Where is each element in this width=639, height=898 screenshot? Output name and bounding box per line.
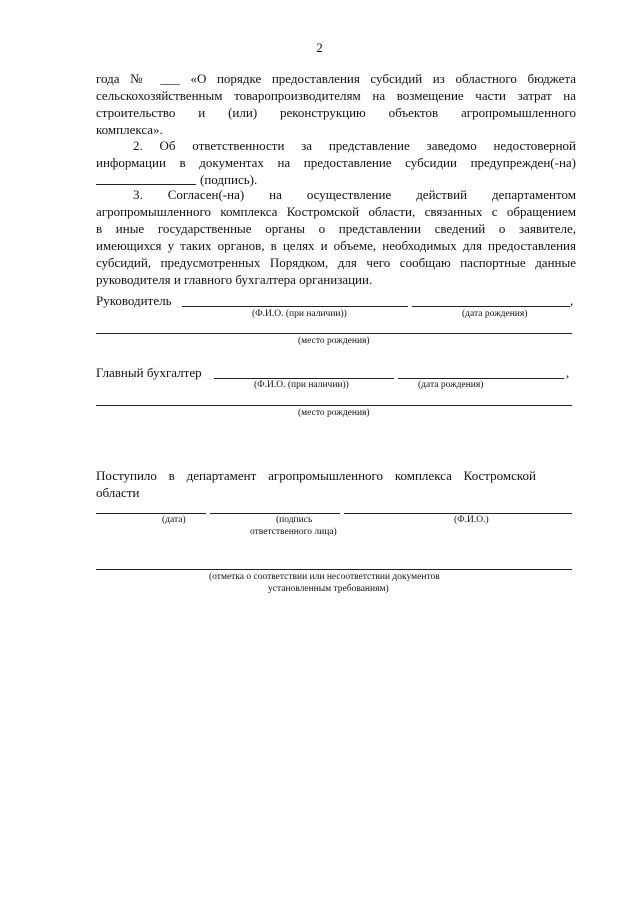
head-comma: , bbox=[570, 293, 574, 308]
accountant-comma: , bbox=[566, 365, 570, 380]
paragraph1-line1: года № ___ «О порядке предоставления субсидий из областного бюджета bbox=[96, 71, 576, 86]
paragraph3-line5: субсидий, предусмотренных Порядком, для чего сообщаю паспортные данные bbox=[96, 255, 576, 270]
head-caption-name: (Ф.И.О. (при наличии)) bbox=[252, 309, 347, 319]
received-name-field[interactable] bbox=[344, 513, 572, 514]
received-signature-field[interactable] bbox=[210, 513, 340, 514]
compliance-caption-2: установленным требованиям) bbox=[268, 584, 389, 594]
paragraph2-line3: (подпись). bbox=[200, 172, 258, 187]
head-caption-birthdate: (дата рождения) bbox=[462, 309, 528, 319]
paragraph3-line4: имеющихся у таких органов, в целях и объеме, необходимых для предоставления bbox=[96, 238, 576, 253]
received-caption-date: (дата) bbox=[162, 515, 186, 525]
paragraph2-line1: 2. Об ответственности за представление заведомо недостоверной bbox=[133, 138, 576, 153]
head-birthplace-field[interactable] bbox=[96, 333, 572, 334]
received-line1: Поступило в департамент агропромышленного комплекса Костромской bbox=[96, 468, 536, 483]
accountant-birthdate-field[interactable] bbox=[398, 378, 564, 379]
accountant-birthplace-field[interactable] bbox=[96, 405, 572, 406]
head-caption-birthplace: (место рождения) bbox=[298, 336, 370, 346]
paragraph3-line1: 3. Согласен(-на) на осуществление действий департаментом bbox=[133, 187, 576, 202]
paragraph1-line4: комплекса». bbox=[96, 122, 163, 137]
paragraph3-line2: агропромышленного комплекса Костромской области, связанных с обращением bbox=[96, 204, 576, 219]
compliance-field[interactable] bbox=[96, 569, 572, 570]
paragraph3-line6: руководителя и главного бухгалтера организации. bbox=[96, 272, 373, 287]
received-line2: области bbox=[96, 485, 140, 500]
page-number: 2 bbox=[316, 40, 323, 55]
accountant-caption-birthplace: (место рождения) bbox=[298, 408, 370, 418]
received-date-field[interactable] bbox=[96, 513, 206, 514]
paragraph2-line2: информации в документах на предоставление субсидии предупрежден(-на) bbox=[96, 155, 576, 170]
accountant-caption-name: (Ф.И.О. (при наличии)) bbox=[254, 380, 349, 390]
received-caption-name: (Ф.И.О.) bbox=[454, 515, 489, 525]
accountant-caption-birthdate: (дата рождения) bbox=[418, 380, 484, 390]
head-label: Руководитель bbox=[96, 293, 172, 308]
paragraph3-line3: в иные государственные органы о представлении сведений о заявителе, bbox=[96, 221, 576, 236]
compliance-caption-1: (отметка о соответствии или несоответствии документов bbox=[209, 572, 440, 582]
paragraph1-line3: строительство и (или) реконструкцию объектов агропромышленного bbox=[96, 105, 576, 120]
received-caption-signature-1: (подпись bbox=[276, 515, 313, 525]
accountant-name-field[interactable] bbox=[214, 378, 394, 379]
signature-blank bbox=[96, 184, 196, 185]
paragraph1-line2: сельскохозяйственным товаропроизводителям на возмещение части затрат на bbox=[96, 88, 576, 103]
accountant-label: Главный бухгалтер bbox=[96, 365, 202, 380]
received-caption-signature-2: ответственного лица) bbox=[250, 527, 337, 537]
head-birthdate-field[interactable] bbox=[412, 306, 570, 307]
head-name-field[interactable] bbox=[182, 306, 408, 307]
